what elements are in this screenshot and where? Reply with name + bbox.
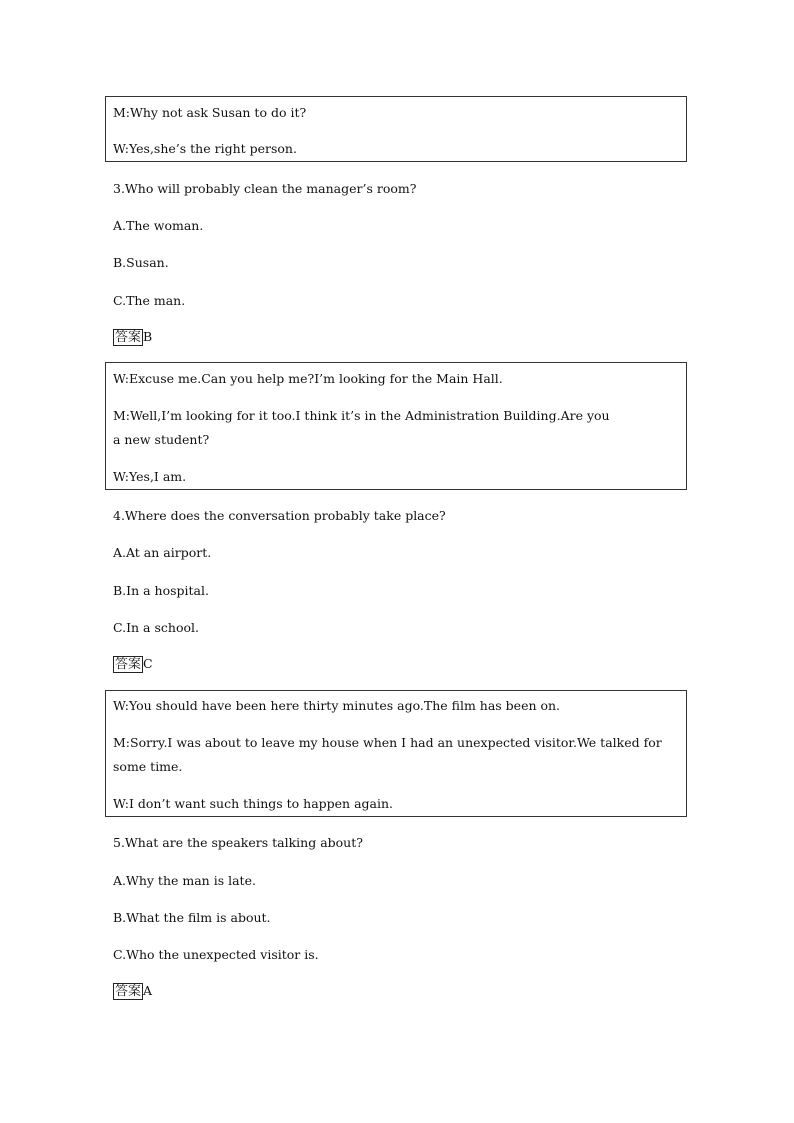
answer-value: A xyxy=(143,983,153,998)
dialogue-line: M:Well,I’m looking for it too.I think it’s in the Administration Building.Are you xyxy=(113,408,610,423)
answer-label: 答案 xyxy=(115,657,142,672)
dialogue-line: some time. xyxy=(113,759,183,774)
question-4-answer xyxy=(113,656,153,673)
question-3-answer xyxy=(113,329,152,346)
question-5-stem: 5.What are the speakers talking about? xyxy=(113,835,363,850)
question-4-option-b: B.In a hospital. xyxy=(113,583,209,598)
dialogue-line: W:You should have been here thirty minutes ago.The film has been on. xyxy=(113,698,561,713)
question-4-option-c: C.In a school. xyxy=(113,620,199,635)
dialogue-line: M:Why not ask Susan to do it? xyxy=(113,105,307,120)
question-5-option-c: C.Who the unexpected visitor is. xyxy=(113,947,319,962)
answer-value: C xyxy=(143,656,153,671)
question-5-option-b: B.What the film is about. xyxy=(113,910,271,925)
dialogue-line: M:Sorry.I was about to leave my house when I had an unexpected visitor.We talked for xyxy=(113,735,662,750)
question-3-option-c: C.The man. xyxy=(113,293,186,308)
dialogue-line: W:Excuse me.Can you help me?I’m looking for the Main Hall. xyxy=(113,371,503,386)
dialogue-box-q3 xyxy=(105,96,687,162)
question-3-option-a: A.The woman. xyxy=(113,218,204,233)
question-5-answer xyxy=(113,983,152,1000)
question-3-stem: 3.Who will probably clean the manager’s room? xyxy=(113,181,417,196)
dialogue-line: a new student? xyxy=(113,432,210,447)
answer-label: 答案 xyxy=(115,330,142,345)
dialogue-line: W:Yes,I am. xyxy=(113,469,187,484)
dialogue-line: W:I don’t want such things to happen again. xyxy=(113,796,394,811)
question-4-option-a: A.At an airport. xyxy=(113,545,212,560)
dialogue-line: W:Yes,she’s the right person. xyxy=(113,141,297,156)
dialogue-box-q5 xyxy=(105,690,687,817)
answer-value: B xyxy=(143,329,153,344)
question-3-option-b: B.Susan. xyxy=(113,255,169,270)
dialogue-box-q4 xyxy=(105,362,687,490)
question-5-option-a: A.Why the man is late. xyxy=(113,873,256,888)
question-4-stem: 4.Where does the conversation probably take place? xyxy=(113,508,446,523)
answer-label: 答案 xyxy=(115,984,142,999)
